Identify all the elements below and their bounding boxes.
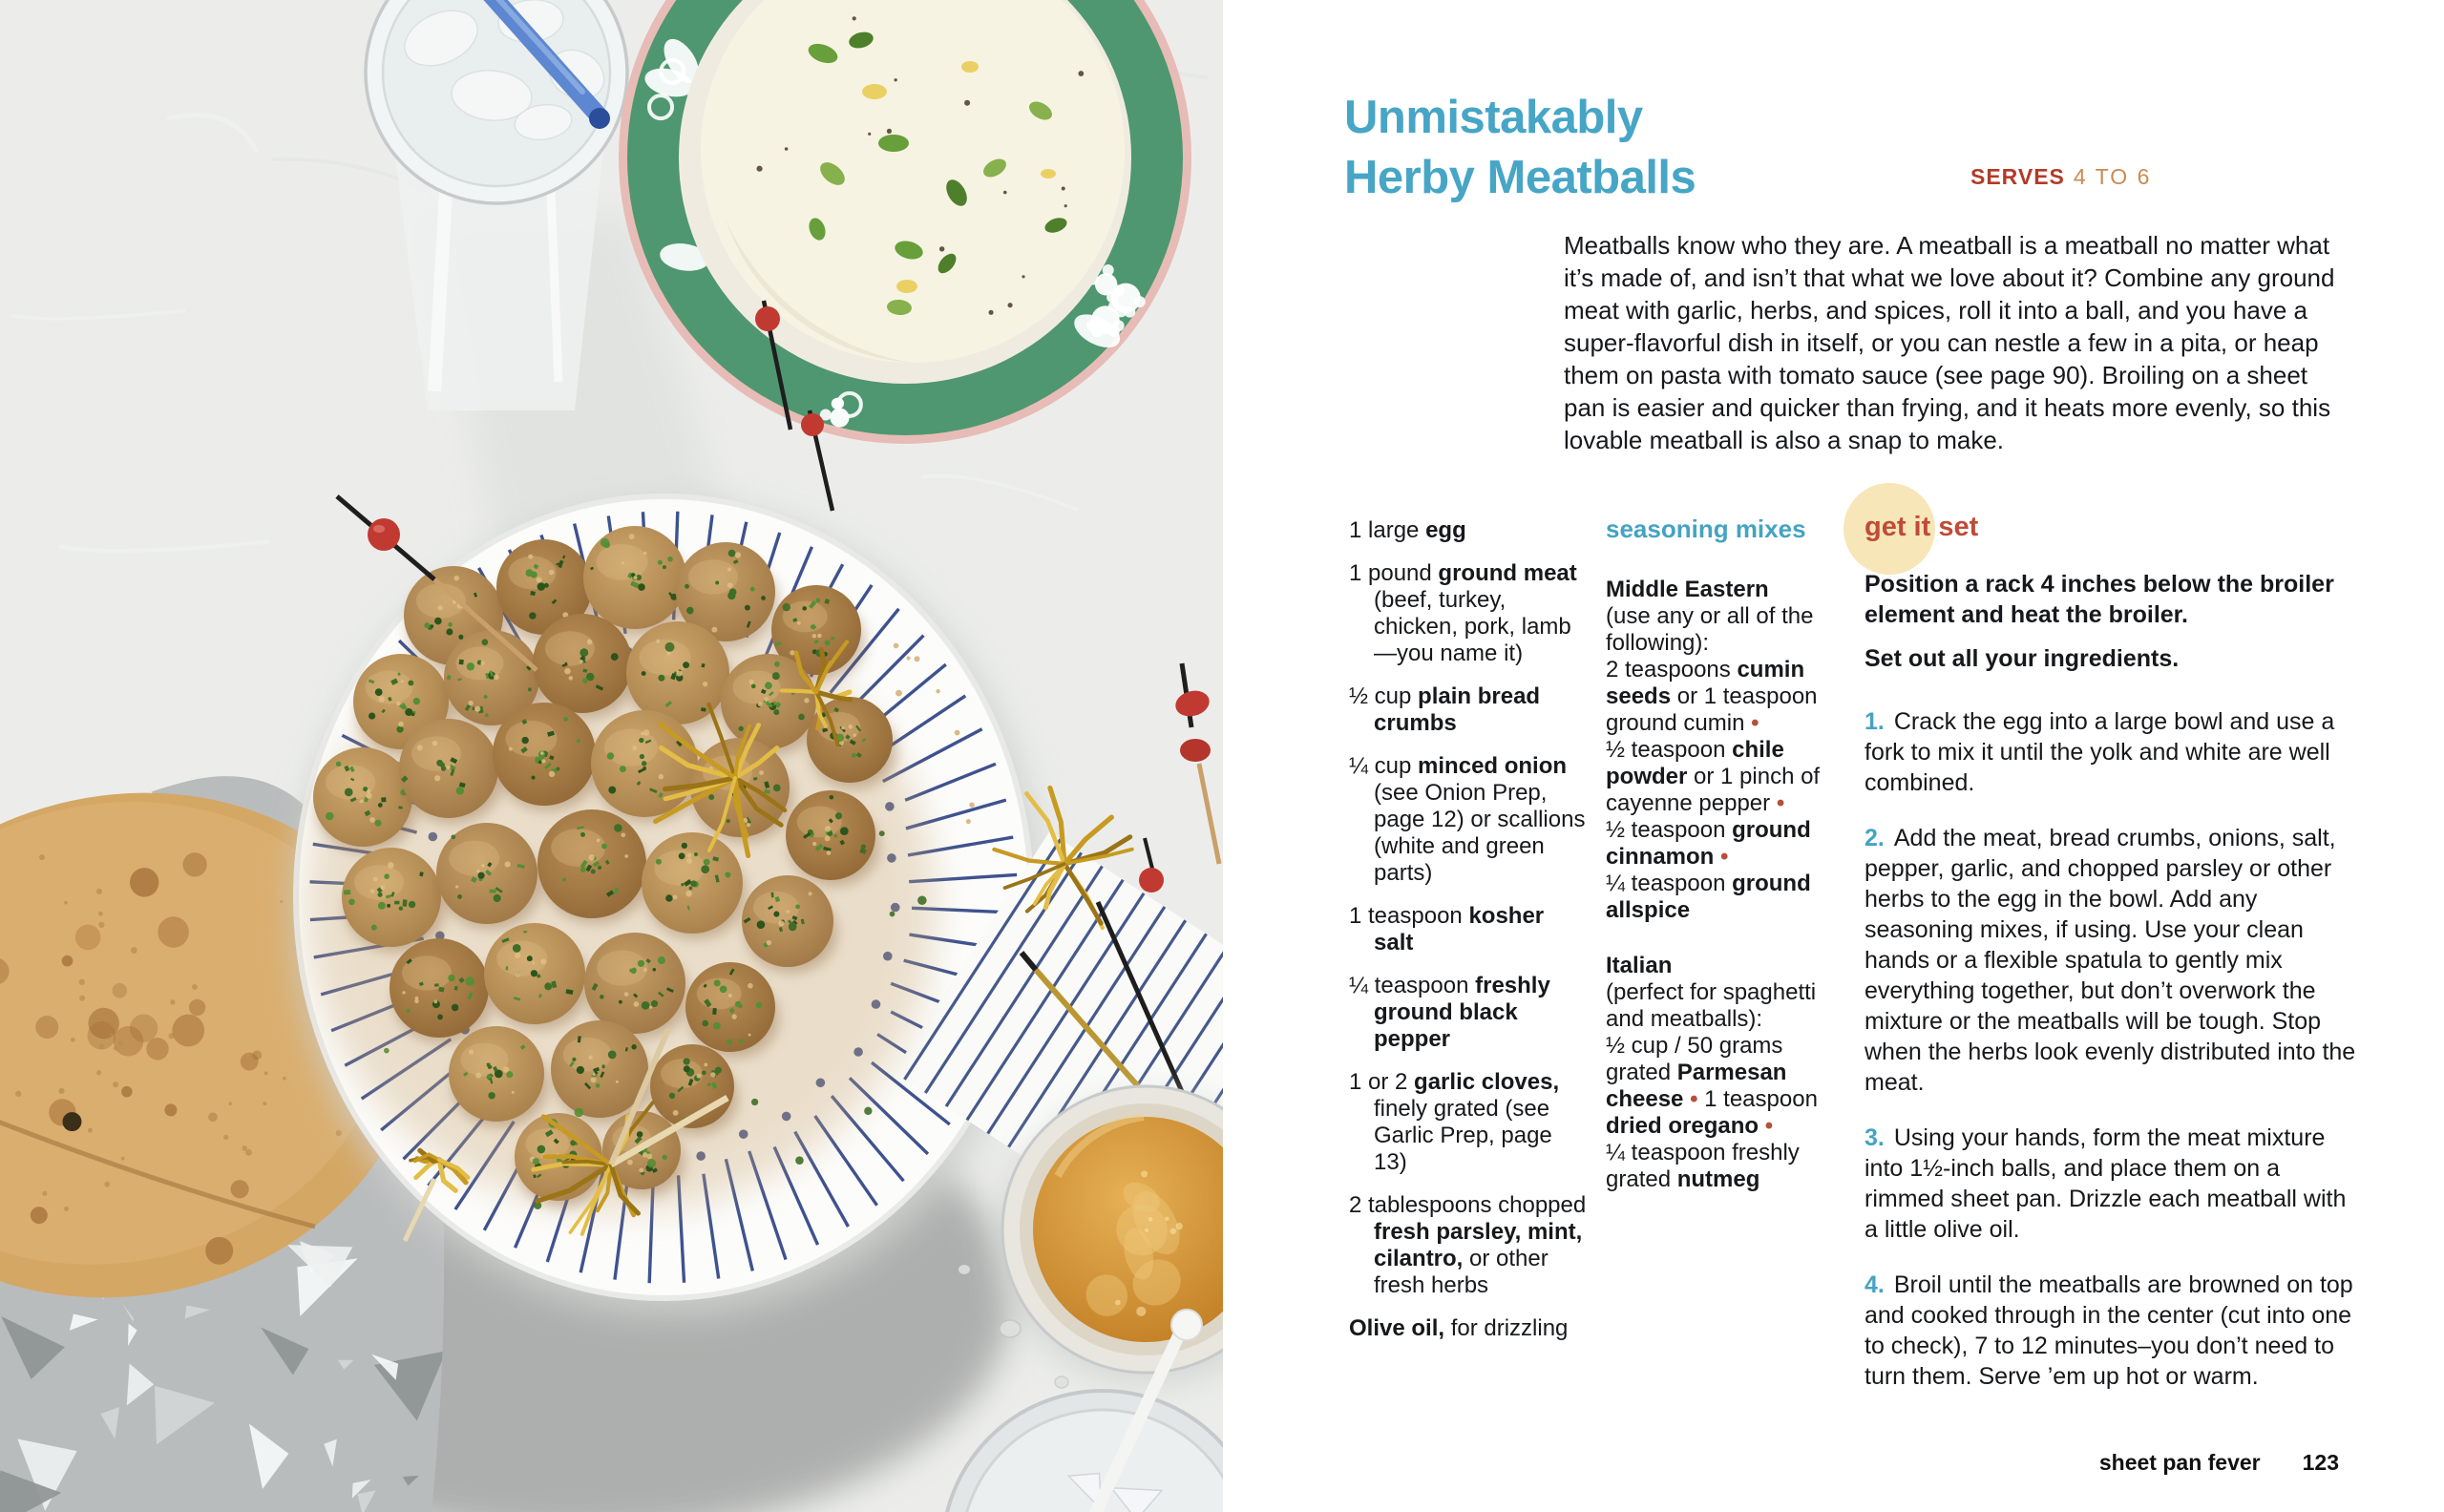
step-number: 3.	[1865, 1124, 1885, 1151]
seasoning-mix-middle-eastern: Middle Eastern (use any or all of the following): 2 teaspoons cumin seeds or 1 teaspoon ground cumin • ½ teaspoon chile powder or 1 pinch of cayenne pepper • ½ teaspoon ground cinnamon • ¼ teaspoon ground allspice	[1606, 577, 1821, 923]
seasoning-column	[1606, 515, 1848, 1222]
ingredient-item: 1 pound ground meat (beef, turkey, chicken, pork, lamb—you name it)	[1349, 560, 1577, 666]
prep-note: Position a rack 4 inches below the broiler element and heat the broiler.	[1865, 571, 2334, 628]
step-2	[1865, 823, 2365, 1098]
step-number: 2.	[1865, 825, 1885, 851]
step-text: Broil until the meatballs are browned on top and cooked through in the center (cut into one to check), 7 to 12 minutes–you don’t need to turn them. Serve ’em up hot or warm.	[1865, 1271, 2353, 1390]
seasoning-mix-italian: Italian (perfect for spaghetti and meatballs): ½ cup / 50 grams grated Parmesan cheese • 1 teaspoon dried oregano • ¼ teaspoon freshly grated nutmeg	[1606, 953, 1818, 1192]
page-number: 123	[2302, 1450, 2339, 1475]
step-number: 4.	[1865, 1271, 1885, 1298]
ingredient-item: ¼ teaspoon freshly ground black pepper	[1349, 973, 1550, 1052]
ingredient-item: 2 tablespoons chopped fresh parsley, mint, cilantro, or other fresh herbs	[1349, 1192, 1587, 1298]
serves-value: 4 TO 6	[2073, 164, 2152, 189]
recipe-title-line2: Herby Meatballs	[1344, 152, 1696, 203]
recipe-title-line1: Unmistakably	[1344, 92, 1643, 143]
ingredient-item: 1 large egg	[1349, 517, 1466, 543]
serves-line	[1970, 164, 2151, 190]
intro-paragraph: Meatballs know who they are. A meatball is a meatball no matter what it’s made of, and isn’t that what we love about it? Combine any ground meat with garlic, herbs, and spices, roll it into a ball, and you have a super-flavorful dish in itself, or you can nestle a few in a pita, or heap them on pasta with tomato sauce (see page 90). Broiling on a sheet pan is easier and quicker than frying, and it heats more evenly, so this lovable meatball is also a snap to make.	[1564, 231, 2335, 454]
step-text: Using your hands, form the meat mixture into 1½-inch balls, and place them on a rimmed sheet pan. Drizzle each meatball with a little olive oil.	[1865, 1124, 2347, 1243]
recipe-title	[1344, 88, 1696, 208]
step-1	[1865, 706, 2365, 798]
step-4	[1865, 1270, 2365, 1392]
prep-note: Set out all your ingredients.	[1865, 645, 2180, 672]
page-footer	[2099, 1450, 2339, 1476]
ingredient-item: Olive oil, for drizzling	[1349, 1315, 1569, 1341]
step-3	[1865, 1123, 2365, 1245]
chapter-name: sheet pan fever	[2098, 1450, 2261, 1475]
get-it-set-header: get it set	[1865, 512, 2365, 542]
ingredient-item: ½ cup plain bread crumbs	[1349, 683, 1541, 736]
step-text: Crack the egg into a large bowl and use a fork to mix it until the yolk and white are well combined.	[1865, 708, 2335, 796]
seasoning-mixes-header: seasoning mixes	[1606, 514, 1806, 543]
step-number: 1.	[1865, 708, 1885, 735]
serves-label: SERVES	[1970, 164, 2065, 189]
recipe-page	[1223, 0, 2444, 1512]
get-it-set-column	[1865, 512, 2365, 1392]
ingredient-item: 1 teaspoon kosher salt	[1349, 903, 1545, 956]
step-text: Add the meat, bread crumbs, onions, salt, pepper, garlic, and chopped parsley or other herbs to the egg in the bowl. Add any seasoning mixes, if using. Use your clean hands or a flexible spatula to gently mix everything together, but don’t overwork the mixture or the meatballs will be tough. Stop when the herbs look evenly distributed into the meat.	[1865, 825, 2356, 1096]
ingredients-column	[1349, 517, 1590, 1358]
ingredient-item: ¼ cup minced onion (see Onion Prep, page 12) or scallions (white and green parts)	[1349, 753, 1586, 886]
ingredient-item: 1 or 2 garlic cloves, finely grated (see Garlic Prep, page 13)	[1349, 1069, 1560, 1175]
